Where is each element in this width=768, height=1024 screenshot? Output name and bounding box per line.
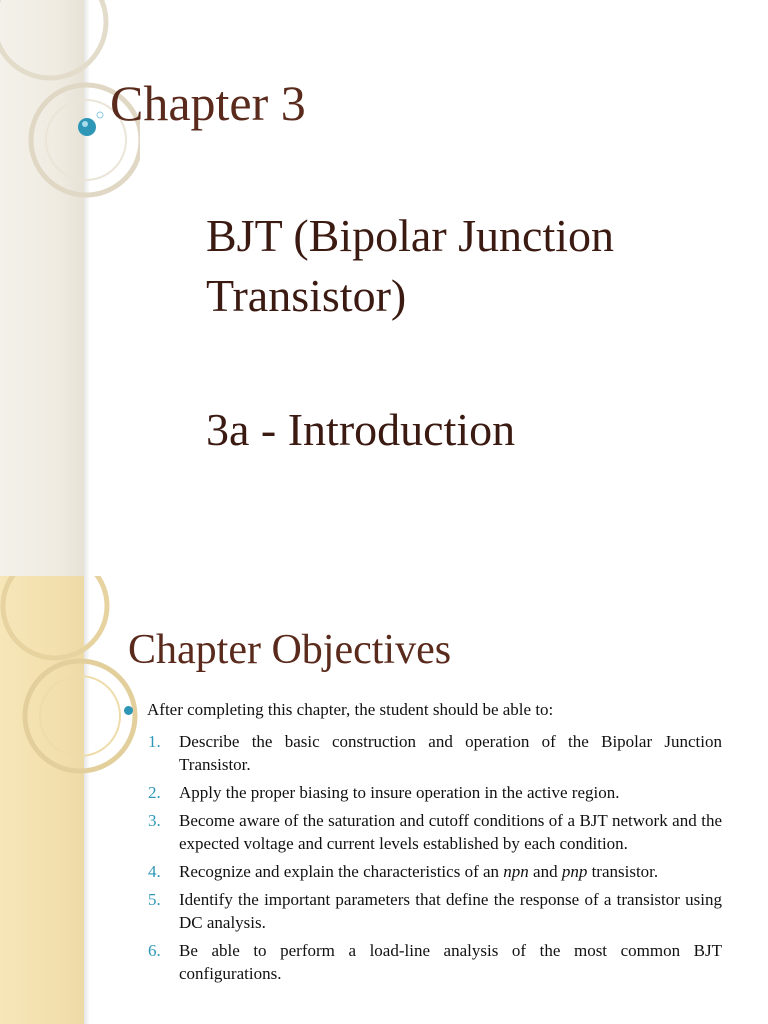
list-item	[148, 860, 722, 883]
item-number: 1.	[148, 732, 161, 751]
item-number: 6.	[148, 941, 161, 960]
item-number: 4.	[148, 862, 161, 881]
item-text: Apply the proper biasing to insure operation in the active region.	[179, 783, 620, 802]
list-item	[148, 939, 722, 985]
item-text-mid: and	[528, 862, 562, 881]
slide-title-text: Chapter 3	[110, 75, 306, 131]
list-item	[148, 888, 722, 934]
item-text: Become aware of the saturation and cutoff conditions of a BJT network and the expected voltage and current levels established by each condition.	[179, 811, 722, 853]
subtitle-bjt: BJT (Bipolar Junction Transistor)	[206, 210, 615, 321]
pnp-term: pnp	[561, 862, 588, 881]
item-text: Identify the important parameters that define the response of a transistor using DC analysis.	[179, 890, 722, 932]
npn-term: npn	[503, 862, 529, 881]
item-text: Be able to perform a load-line analysis of the most common BJT configurations.	[179, 941, 722, 983]
item-text: Describe the basic construction and operation of the Bipolar Junction Transistor.	[179, 732, 722, 774]
objectives-list	[148, 730, 722, 990]
item-number: 3.	[148, 811, 161, 830]
list-item	[148, 781, 722, 804]
objectives-intro: After completing this chapter, the student should be able to:	[147, 700, 554, 719]
list-item	[148, 809, 722, 855]
item-text-post: transistor.	[587, 862, 659, 881]
accent-dot-icon	[78, 118, 96, 136]
decorative-rings	[0, 576, 140, 776]
item-number: 2.	[148, 783, 161, 802]
bullet-icon	[124, 706, 133, 715]
subtitle-introduction: 3a - Introduction	[206, 404, 516, 455]
slide-objectives	[0, 576, 768, 1024]
objectives-title: Chapter Objectives	[128, 627, 452, 673]
item-text	[179, 860, 722, 883]
item-number: 5.	[148, 890, 161, 909]
list-item	[148, 730, 722, 776]
item-text-pre: Recognize and explain the characteristics of an	[179, 862, 504, 881]
